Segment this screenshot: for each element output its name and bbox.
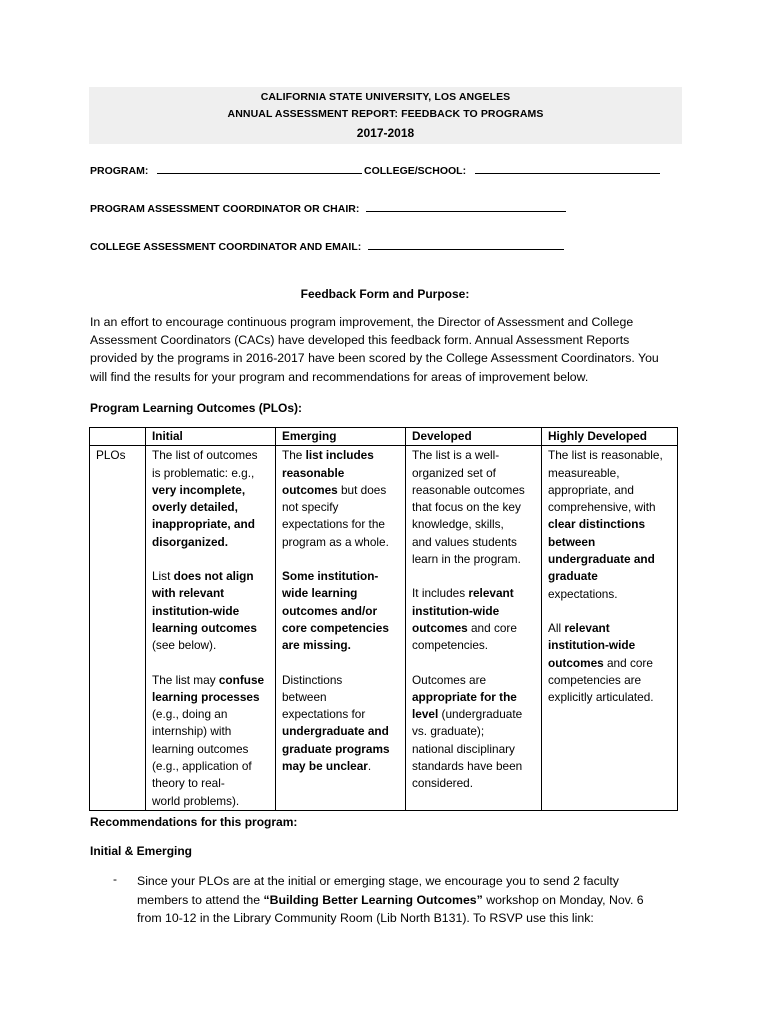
bullet-line: members to attend the “Building Better Learning Outcomes” workshop on Monday, Nov. 6	[137, 892, 644, 907]
recommendations-heading: Recommendations for this program:	[90, 815, 298, 829]
college-coordinator-field	[90, 241, 564, 253]
intro-line: In an effort to encourage continuous program improvement, the Director of Assessment and College	[90, 315, 634, 329]
coordinator-label: PROGRAM ASSESSMENT COORDINATOR OR CHAIR:	[90, 203, 360, 215]
header-initial: Initial	[146, 428, 276, 446]
college-coordinator-label: COLLEGE ASSESSMENT COORDINATOR AND EMAIL:	[90, 241, 362, 253]
college-field	[364, 165, 660, 177]
row-label-plos: PLOs	[90, 446, 146, 811]
plo-rubric-table	[89, 427, 678, 811]
college-coordinator-blank[interactable]	[368, 241, 564, 250]
bullet-text	[137, 872, 677, 928]
report-header	[89, 87, 682, 144]
corner-cell	[90, 428, 146, 446]
coordinator-field	[90, 203, 566, 215]
table-row	[90, 446, 678, 811]
college-label: COLLEGE/SCHOOL:	[364, 165, 467, 177]
college-blank[interactable]	[475, 165, 660, 174]
header-emerging: Emerging	[276, 428, 406, 446]
program-blank[interactable]	[157, 165, 362, 174]
intro-line: provided by the programs in 2016-2017 have been scored by the College Assessment Coordinators. You	[90, 351, 659, 366]
bullet-line: from 10-12 in the Library Community Room (Lib North B131). To RSVP use this link:	[137, 911, 594, 926]
cell-highly-developed: The list is reasonable, measureable, appropriate, and comprehensive, with clear distinctions between undergraduate and graduate expectations. All relevant institution-wide outcomes and core competencies are explicitly articulated.	[542, 446, 678, 811]
header-developed: Developed	[406, 428, 542, 446]
bullet-line: Since your PLOs are at the initial or emerging stage, we encourage you to send 2 faculty	[137, 874, 619, 888]
report-title: ANNUAL ASSESSMENT REPORT: FEEDBACK TO PROGRAMS	[227, 108, 544, 120]
header-highly-developed: Highly Developed	[542, 428, 678, 446]
plo-heading: Program Learning Outcomes (PLOs):	[90, 401, 303, 415]
cell-initial: The list of outcomes is problematic: e.g., very incomplete, overly detailed, inappropriate, and disorganized. List does not align with relevant institution-wide learning outcomes (see below). The list may confuse learning processes (e.g., doing an internship) with learning outcomes (e.g., application of theory to real- world problems).	[146, 446, 276, 811]
bullet-dash: -	[113, 872, 117, 886]
intro-line: will find the results for your program and recommendations for areas of improvement below.	[90, 369, 589, 384]
program-label: PROGRAM:	[90, 165, 149, 177]
program-field	[90, 165, 362, 177]
table-header-row	[90, 428, 678, 446]
report-year: 2017-2018	[356, 126, 415, 140]
university-name: CALIFORNIA STATE UNIVERSITY, LOS ANGELES	[260, 91, 511, 103]
workshop-name: “Building Better Learning Outcomes”	[263, 892, 483, 907]
feedback-title: Feedback Form and Purpose:	[300, 287, 470, 301]
cell-developed: The list is a well- organized set of reasonable outcomes that focus on the key knowledge, skills, and values students learn in the program. It includes relevant institution-wide outcomes and core competencies. Outcomes are appropriate for the level (undergraduate vs. graduate); national disciplinary standards have been considered.	[406, 446, 542, 811]
intro-line: Assessment Coordinators (CACs) have developed this feedback form. Annual Assessment Reports	[90, 333, 630, 348]
initial-emerging-heading: Initial & Emerging	[90, 844, 193, 858]
intro-paragraph	[90, 313, 690, 386]
cell-emerging: The list includes reasonable outcomes but does not specify expectations for the program as a whole. Some institution- wide learning outcomes and/or core competencies are missing. Distinctions between expectations for undergraduate and graduate programs may be unclear.	[276, 446, 406, 811]
coordinator-blank[interactable]	[366, 203, 566, 212]
